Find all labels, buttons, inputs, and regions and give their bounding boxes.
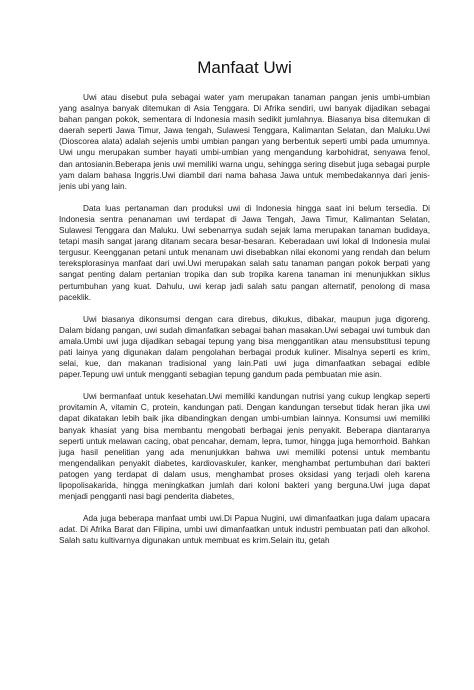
paragraph-cultivation: Data luas pertanaman dan produksi uwi di Indonesia hingga saat ini belum tersedia. Di Indonesia sentra penanaman uwi terdapat di Jawa Tengah, Jawa Timur, Kalimantan Selatan, Sulawesi Tenggara dan Maluku. Uwi sebenarnya sudah sejak lama merupakan tanaman budidaya, tetapi masih sangat jarang ditanam secara besar-besaran. Keberadaan uwi lokal di Indonesia mulai tergusur. Keengganan petani untuk menanam uwi disebabkan nilai ekonomi yang rendah dan belum tereksplorasinya manfaat dari uwi.Uwi merupakan salah satu tanaman pangan pokok berpati yang sangat penting dalam pertanian tropika dan sub tropika karena tanaman ini menunjukkan siklus pertumbuhan yang kuat. Dahulu, uwi kerap jadi salah satu pangan alternatif, penolong di masa paceklik. <box>59 203 430 302</box>
paragraph-health-benefits: Uwi bermanfaat untuk kesehatan.Uwi memiliki kandungan nutrisi yang cukup lengkap seperti provitamin A, vitamin C, protein, kandungan pati. Dengan kandungan tersebut tidak heran jika uwi dapat dikatakan lebih baik jika dibandingkan dengan umbi-umbian lainnya. Konsumsi uwi memiliki banyak khasiat yang bisa membantu mengobati berbagai jenis penyakit. Beberapa diantaranya seperti untuk melawan cacing, obat pencahar, demam, lepra, tumor, hingga juga hemorrhoid. Bahkan juga hasil penelitian yang ada menunjukkan bahwa uwi memiliki potensi untuk membantu mengendalikan penyakit diabetes, kardiovaskuler, kanker, menghambat pertumbuhan dari bakteri patogen yang terdapat di dalam usus, menghambat proses oksidasi yang terjadi oleh karena lipopolisakarida, hingga meningkatkan jumlah dari koloni bakteri yang berguna.Uwi juga dapat menjadi pengganti nasi bagi penderita diabetes, <box>59 392 430 502</box>
paragraph-consumption: Uwi biasanya dikonsumsi dengan cara direbus, dikukus, dibakar, maupun juga digoreng. Dalam bidang pangan, uwi sudah dimanfatkan sebagai bahan masakan.Uwi sebagai uwi tumbuk dan amala.Umbi uwi juga dijadikan sebagai tepung yang bisa menggantikan atau mensubstitusi tepung pati lainya yang digunakan dalam pengolahan berbagai produk kuliner. Misalnya seperti es krim, selai, kue, dan makanan tradisional yang lain.Pati uwi juga dimanfaatkan sebagai edible paper.Tepung uwi untuk mengganti sebagian tepung gandum pada pembuatan mie asin. <box>59 314 430 380</box>
paragraph-intro: Uwi atau disebut pula sebagai water yam merupakan tanaman pangan jenis umbi-umbian yang asalnya banyak ditemukan di Asia Tenggara. Di Afrika sendiri, uwi banyak dijadikan sebagai bahan pangan pokok, sementara di Indonesia masih sedikit jumlahnya. Biasanya bisa ditemukan di daerah seperti Jawa Timur, Jawa tengah, Sulawesi Tenggara, Kalimantan Selatan, dan Maluku.Uwi (Dioscorea alata) adalah sejenis umbi umbian pangan yang berbentuk seperti umbi pada umumnya. Uwi ungu merupakan sumber hayati umbi-umbian yang mengandung karbohidrat, senyawa fenol, dan antosianin.Beberapa jenis uwi memiliki warna ungu, sehingga sering disebut juga sebagai purple yam dalam bahasa Inggris.Uwi diambil dari nama bahasa Jawa untuk membedakannya dari jenis-jenis ubi yang lain. <box>59 93 430 191</box>
document-title: Manfaat Uwi <box>197 58 292 77</box>
paragraph-other-uses: Ada juga beberapa manfaat umbi uwi.Di Papua Nugini, uwi dimanfaatkan juga dalam upacara adat. Di Afrika Barat dan Filipina, umbi uwi dimanfaatkan untuk industri pembuatan pati dan alkohol. Salah satu kultivarnya digunakan untuk membuat es krim.Selain itu, getah <box>59 514 430 546</box>
document-page <box>0 58 474 690</box>
